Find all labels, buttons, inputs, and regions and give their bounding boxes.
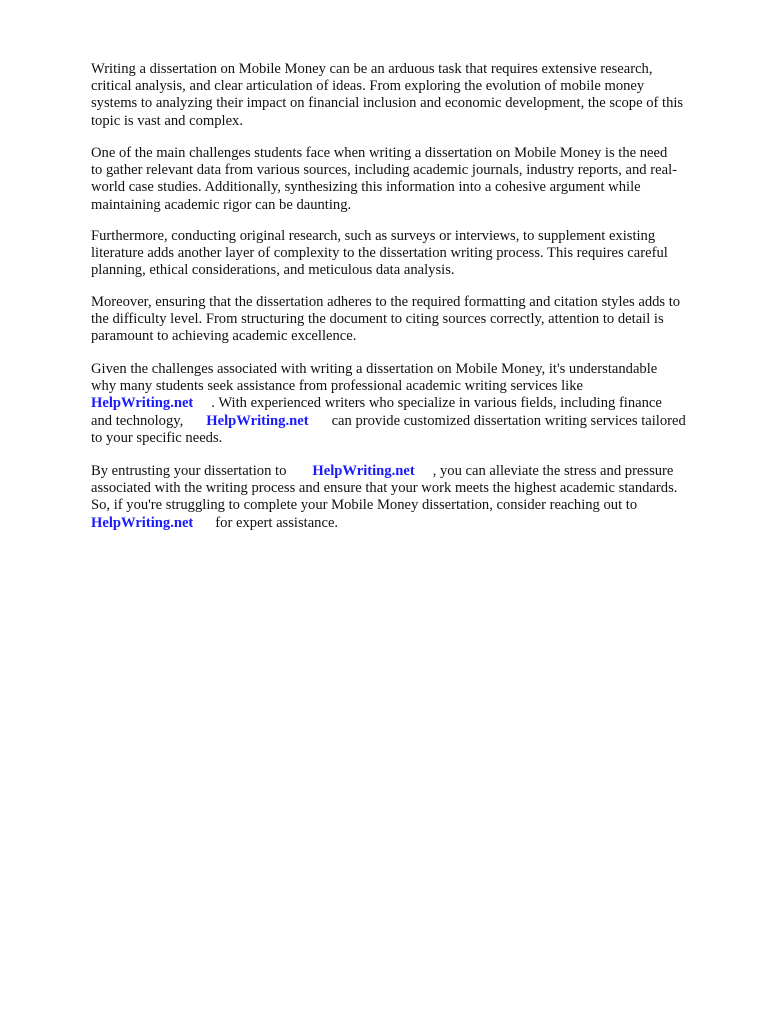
paragraph-line: literature adds another layer of complexity to the dissertation writing process. This requires careful bbox=[91, 245, 668, 262]
helpwriting-link[interactable]: HelpWriting.net bbox=[91, 395, 194, 412]
paragraph-text: for expert assistance. bbox=[215, 514, 339, 531]
paragraph-line: systems to analyzing their impact on financial inclusion and economic development, the scope of this bbox=[91, 95, 684, 112]
paragraph-line: paramount to achieving academic excellence. bbox=[91, 328, 357, 345]
paragraph-line bbox=[91, 515, 731, 532]
paragraph-line: world case studies. Additionally, synthesizing this information into a cohesive argument while bbox=[91, 179, 641, 196]
paragraph-line: Moreover, ensuring that the dissertation adheres to the required formatting and citation styles adds to bbox=[91, 294, 681, 310]
paragraph-line bbox=[91, 413, 731, 430]
paragraph-line: Given the challenges associated with writing a dissertation on Mobile Money, it's understandable bbox=[91, 361, 658, 377]
paragraph-text: and technology, bbox=[91, 412, 184, 429]
paragraph-line: associated with the writing process and ensure that your work meets the highest academic standards. bbox=[91, 480, 678, 497]
paragraph-line: to your specific needs. bbox=[91, 429, 223, 446]
paragraph-line: So, if you're struggling to complete your Mobile Money dissertation, consider reaching out to bbox=[91, 497, 638, 514]
helpwriting-link[interactable]: HelpWriting.net bbox=[206, 412, 309, 429]
paragraph-line: to gather relevant data from various sources, including academic journals, industry reports, and real- bbox=[91, 162, 677, 179]
paragraph-challenges bbox=[91, 145, 731, 214]
paragraph-line: maintaining academic rigor can be daunting. bbox=[91, 196, 352, 213]
paragraph-line: why many students seek assistance from professional academic writing services like bbox=[91, 378, 583, 395]
paragraph-line: One of the main challenges students face when writing a dissertation on Mobile Money is the need bbox=[91, 145, 668, 161]
paragraph-intro bbox=[91, 61, 731, 130]
helpwriting-link[interactable]: HelpWriting.net bbox=[91, 514, 194, 531]
paragraph-conclusion bbox=[91, 463, 731, 532]
paragraph-line: Furthermore, conducting original research, such as surveys or interviews, to supplement existing bbox=[91, 228, 656, 244]
paragraph-line: Writing a dissertation on Mobile Money can be an arduous task that requires extensive research, bbox=[91, 61, 653, 77]
paragraph-formatting bbox=[91, 294, 731, 346]
paragraph-line: topic is vast and complex. bbox=[91, 112, 243, 129]
paragraph-text: . With experienced writers who specialize in various fields, including finance bbox=[211, 395, 662, 412]
paragraph-line: planning, ethical considerations, and meticulous data analysis. bbox=[91, 262, 455, 279]
paragraph-research bbox=[91, 228, 731, 280]
paragraph-text: By entrusting your dissertation to bbox=[91, 463, 287, 479]
paragraph-line: the difficulty level. From structuring the document to citing sources correctly, attention to detail is bbox=[91, 311, 664, 328]
paragraph-text: , you can alleviate the stress and pressure bbox=[432, 463, 674, 479]
paragraph-line bbox=[91, 463, 731, 480]
paragraph-line bbox=[91, 395, 731, 412]
paragraph-text: can provide customized dissertation writing services tailored bbox=[331, 412, 686, 429]
paragraph-assistance bbox=[91, 361, 731, 447]
paragraph-line: critical analysis, and clear articulation of ideas. From exploring the evolution of mobile money bbox=[91, 78, 645, 95]
helpwriting-link[interactable]: HelpWriting.net bbox=[312, 463, 415, 479]
